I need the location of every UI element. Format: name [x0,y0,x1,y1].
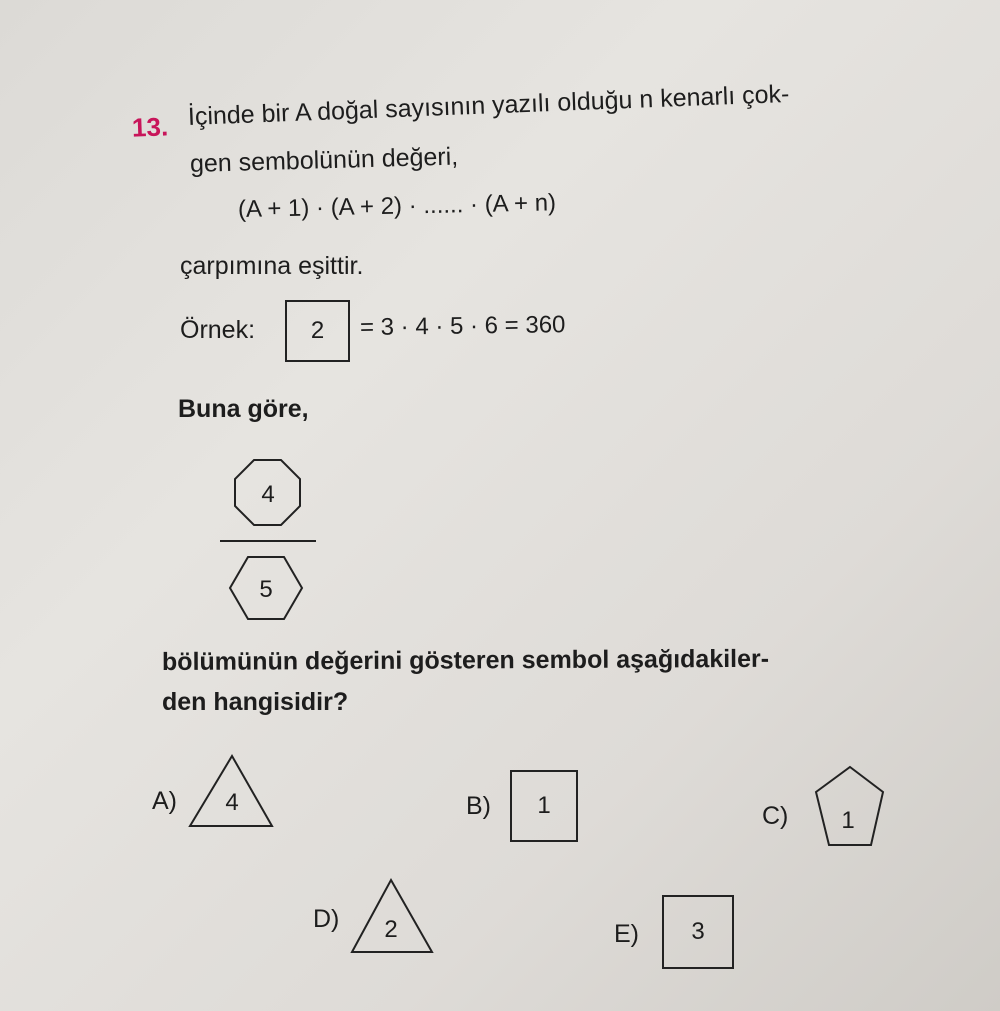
question-text-line3: çarpımına eşittir. [180,252,364,280]
question-text-line2: gen sembolünün değeri, [189,142,459,178]
option-a-value: 4 [225,789,239,816]
option-e-shape[interactable] [662,895,734,969]
option-c-label[interactable]: C) [762,802,789,830]
question-number: 13. [131,111,169,143]
option-e-value: 3 [691,918,705,945]
fraction-bottom-value: 5 [259,576,273,603]
ask-text-line1: bölümünün değerini gösteren sembol aşağıdakiler- [161,644,770,676]
question-text-line1: İçinde bir A doğal sayısının yazılı olduğu n kenarlı çok- [187,79,790,131]
option-b-value: 1 [537,792,551,819]
option-c-value: 1 [841,807,855,834]
option-d-value: 2 [384,916,398,943]
ask-text-line2: den hangisidir? [162,688,349,716]
formula: (A + 1) · (A + 2) · ...... · (A + n) [237,189,557,223]
option-e-label[interactable]: E) [614,920,639,948]
option-d-label[interactable]: D) [313,905,340,933]
option-a-label[interactable]: A) [152,787,177,815]
buna-gore-text: Buna göre, [178,395,309,423]
option-b-label[interactable]: B) [466,792,491,820]
example-square-value: 2 [310,317,325,344]
fraction-top-value: 4 [261,481,275,508]
example-result: = 3 · 4 · 5 · 6 = 360 [359,311,566,341]
example-label: Örnek: [180,316,256,344]
